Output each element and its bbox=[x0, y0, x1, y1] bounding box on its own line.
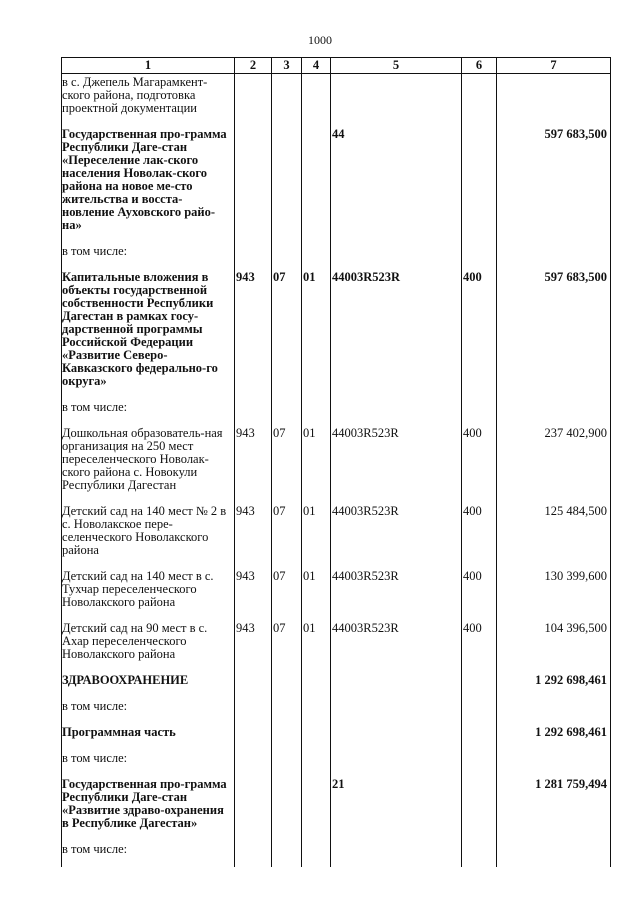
table-row bbox=[62, 425, 611, 503]
table-cell-col-6 bbox=[462, 672, 497, 698]
table-cell-col-6 bbox=[462, 750, 497, 776]
table-cell-col-5 bbox=[331, 750, 462, 776]
table-cell-col-7: 1 281 759,494 bbox=[497, 776, 611, 841]
table-cell-col-6 bbox=[462, 698, 497, 724]
table-cell-col-4 bbox=[302, 698, 331, 724]
table-cell-col-1: в том числе: bbox=[62, 399, 235, 425]
table-cell-col-1: Дошкольная образователь-ная организация на 250 мест переселенческого Новолак-ского района с. Новокули Республики Дагестан bbox=[62, 425, 235, 503]
table-cell-col-6 bbox=[462, 724, 497, 750]
table-cell-col-6 bbox=[462, 776, 497, 841]
table-cell-col-2: 943 bbox=[235, 568, 272, 620]
table-cell-col-4 bbox=[302, 841, 331, 867]
table-cell-col-3: 07 bbox=[272, 503, 302, 568]
table-cell-col-2 bbox=[235, 698, 272, 724]
table-cell-col-5 bbox=[331, 399, 462, 425]
table-cell-col-7 bbox=[497, 698, 611, 724]
table-cell-col-7 bbox=[497, 750, 611, 776]
table-row bbox=[62, 568, 611, 620]
table-cell-col-2 bbox=[235, 126, 272, 243]
table-cell-col-5: 44 bbox=[331, 126, 462, 243]
table-cell-col-3 bbox=[272, 399, 302, 425]
table-cell-col-3: 07 bbox=[272, 620, 302, 672]
table-cell-col-4 bbox=[302, 776, 331, 841]
table-cell-col-3 bbox=[272, 724, 302, 750]
table-cell-col-2: 943 bbox=[235, 425, 272, 503]
table-row bbox=[62, 269, 611, 399]
table-cell-col-5 bbox=[331, 698, 462, 724]
table-cell-col-6: 400 bbox=[462, 503, 497, 568]
table-cell-col-4 bbox=[302, 126, 331, 243]
table-row bbox=[62, 620, 611, 672]
table-cell-col-4 bbox=[302, 750, 331, 776]
table-cell-col-7: 1 292 698,461 bbox=[497, 724, 611, 750]
table-cell-col-2 bbox=[235, 750, 272, 776]
table-row bbox=[62, 399, 611, 425]
table-cell-col-6: 400 bbox=[462, 568, 497, 620]
table-cell-col-1: в том числе: bbox=[62, 841, 235, 867]
table-cell-col-1: Детский сад на 140 мест в с. Тухчар переселенческого Новолакского района bbox=[62, 568, 235, 620]
table-cell-col-7 bbox=[497, 399, 611, 425]
table-cell-col-1: в том числе: bbox=[62, 698, 235, 724]
table-cell-col-3 bbox=[272, 126, 302, 243]
table-cell-col-4 bbox=[302, 672, 331, 698]
table-cell-col-4 bbox=[302, 399, 331, 425]
table-cell-col-6 bbox=[462, 74, 497, 127]
table-cell-col-7: 125 484,500 bbox=[497, 503, 611, 568]
table-cell-col-5: 44003R523R bbox=[331, 425, 462, 503]
table-row bbox=[62, 126, 611, 243]
table-cell-col-3 bbox=[272, 776, 302, 841]
table-cell-col-6: 400 bbox=[462, 425, 497, 503]
table-row bbox=[62, 698, 611, 724]
page-number: 1000 bbox=[308, 33, 332, 47]
table-cell-col-1: Капитальные вложения в объекты государственной собственности Республики Дагестан в рамках госу-дарственной программы Российской Федерации «Развитие Северо-Кавказского федерально-го округа» bbox=[62, 269, 235, 399]
table-cell-col-3 bbox=[272, 74, 302, 127]
table-cell-col-2 bbox=[235, 74, 272, 127]
table-cell-col-6 bbox=[462, 126, 497, 243]
table-cell-col-2 bbox=[235, 399, 272, 425]
table-cell-col-4 bbox=[302, 724, 331, 750]
table-cell-col-6: 400 bbox=[462, 269, 497, 399]
table-cell-col-1: в с. Джепель Магарамкент-ского района, подготовка проектной документации bbox=[62, 74, 235, 127]
table-cell-col-7: 237 402,900 bbox=[497, 425, 611, 503]
header-row bbox=[62, 58, 611, 74]
table-cell-col-1: в том числе: bbox=[62, 750, 235, 776]
table-cell-col-3: 07 bbox=[272, 425, 302, 503]
table-cell-col-3: 07 bbox=[272, 568, 302, 620]
table-cell-col-1: в том числе: bbox=[62, 243, 235, 269]
table-cell-col-6 bbox=[462, 841, 497, 867]
table-row bbox=[62, 776, 611, 841]
table-row bbox=[62, 243, 611, 269]
table-cell-col-5 bbox=[331, 724, 462, 750]
table-cell-col-7 bbox=[497, 841, 611, 867]
column-header: 7 bbox=[497, 58, 611, 74]
table-cell-col-4: 01 bbox=[302, 503, 331, 568]
table-cell-col-5 bbox=[331, 74, 462, 127]
table-cell-col-4: 01 bbox=[302, 568, 331, 620]
table-cell-col-7: 597 683,500 bbox=[497, 126, 611, 243]
table-cell-col-5: 44003R523R bbox=[331, 568, 462, 620]
column-header: 3 bbox=[272, 58, 302, 74]
table-cell-col-7: 1 292 698,461 bbox=[497, 672, 611, 698]
table-row bbox=[62, 672, 611, 698]
table-cell-col-1: ЗДРАВООХРАНЕНИЕ bbox=[62, 672, 235, 698]
table-cell-col-1: Государственная про-грамма Республики Даге-стан «Переселение лак-ского населения Новолак-ского района на новое ме-сто жительства и восста-новление Ауховского райо-на» bbox=[62, 126, 235, 243]
table-cell-col-2 bbox=[235, 841, 272, 867]
table-cell-col-1: Детский сад на 140 мест № 2 в с. Новолакское пере-селенческого Новолакского района bbox=[62, 503, 235, 568]
table-cell-col-1: Программная часть bbox=[62, 724, 235, 750]
table-cell-col-5: 21 bbox=[331, 776, 462, 841]
column-header: 6 bbox=[462, 58, 497, 74]
table-cell-col-4: 01 bbox=[302, 620, 331, 672]
table-cell-col-5 bbox=[331, 243, 462, 269]
table-cell-col-7 bbox=[497, 74, 611, 127]
table-cell-col-3 bbox=[272, 672, 302, 698]
table-cell-col-4: 01 bbox=[302, 425, 331, 503]
table-body bbox=[62, 74, 611, 868]
table-row bbox=[62, 503, 611, 568]
table-cell-col-2: 943 bbox=[235, 269, 272, 399]
table-cell-col-4 bbox=[302, 243, 331, 269]
table-cell-col-3 bbox=[272, 698, 302, 724]
table-cell-col-5: 44003R523R bbox=[331, 503, 462, 568]
table-cell-col-5 bbox=[331, 672, 462, 698]
table-cell-col-5: 44003R523R bbox=[331, 620, 462, 672]
table-cell-col-2 bbox=[235, 243, 272, 269]
table-cell-col-1: Государственная про-грамма Республики Даге-стан «Развитие здраво-охранения в Республике Дагестан» bbox=[62, 776, 235, 841]
table-cell-col-3 bbox=[272, 841, 302, 867]
table-cell-col-6 bbox=[462, 243, 497, 269]
column-header: 2 bbox=[235, 58, 272, 74]
table-cell-col-6: 400 bbox=[462, 620, 497, 672]
table-cell-col-6 bbox=[462, 399, 497, 425]
table-row bbox=[62, 724, 611, 750]
table-cell-col-2 bbox=[235, 672, 272, 698]
budget-table bbox=[61, 57, 611, 867]
column-header: 1 bbox=[62, 58, 235, 74]
table-cell-col-7: 597 683,500 bbox=[497, 269, 611, 399]
table-cell-col-3 bbox=[272, 750, 302, 776]
table-cell-col-2: 943 bbox=[235, 620, 272, 672]
table-row bbox=[62, 74, 611, 127]
column-header: 5 bbox=[331, 58, 462, 74]
table-cell-col-4 bbox=[302, 74, 331, 127]
table-cell-col-2 bbox=[235, 724, 272, 750]
table-cell-col-4: 01 bbox=[302, 269, 331, 399]
table-cell-col-2 bbox=[235, 776, 272, 841]
table-cell-col-3: 07 bbox=[272, 269, 302, 399]
table-cell-col-5: 44003R523R bbox=[331, 269, 462, 399]
table-cell-col-7 bbox=[497, 243, 611, 269]
column-header: 4 bbox=[302, 58, 331, 74]
table-cell-col-7: 130 399,600 bbox=[497, 568, 611, 620]
table-cell-col-2: 943 bbox=[235, 503, 272, 568]
table-row bbox=[62, 841, 611, 867]
table-cell-col-7: 104 396,500 bbox=[497, 620, 611, 672]
table-cell-col-1: Детский сад на 90 мест в с. Ахар переселенческого Новолакского района bbox=[62, 620, 235, 672]
table-row bbox=[62, 750, 611, 776]
table-cell-col-3 bbox=[272, 243, 302, 269]
table-cell-col-5 bbox=[331, 841, 462, 867]
